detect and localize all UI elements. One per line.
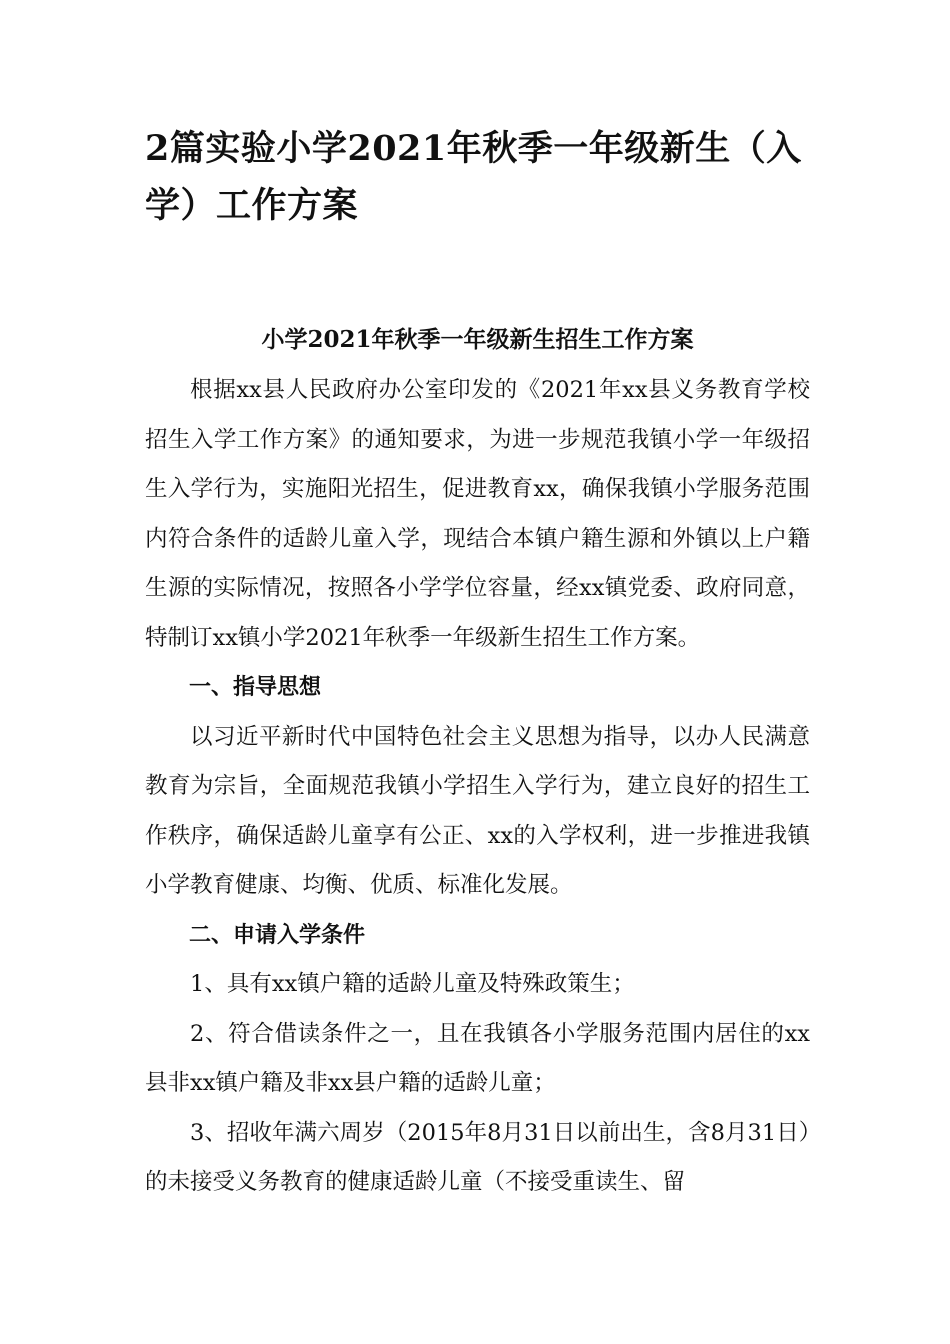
guiding-paragraph: 以习近平新时代中国特色社会主义思想为指导，以办人民满意教育为宗旨，全面规范我镇小学招生入学行为，建立良好的招生工作秩序，确保适龄儿童享有公正、xx的入学权利，进一步推进我镇小学教育健康、均衡、优质、标准化发展。	[145, 723, 810, 898]
document-title: 2篇实验小学2021年秋季一年级新生（入学）工作方案	[145, 128, 802, 226]
section-title: 小学2021年秋季一年级新生招生工作方案	[261, 326, 694, 353]
condition-item-2: 2、符合借读条件之一，且在我镇各小学服务范围内居住的xx县非xx镇户籍及非xx县户籍的适龄儿童；	[145, 1020, 810, 1096]
condition-item-3: 3、招收年满六周岁（2015年8月31日以前出生，含8月31日）的未接受义务教育的健康适龄儿童（不接受重读生、留	[145, 1119, 810, 1195]
intro-paragraph: 根据xx县人民政府办公室印发的《2021年xx县义务教育学校招生入学工作方案》的通知要求，为进一步规范我镇小学一年级招生入学行为，实施阳光招生，促进教育xx，确保我镇小学服务范围内符合条件的适龄儿童入学，现结合本镇户籍生源和外镇以上户籍生源的实际情况，按照各小学学位容量，经xx镇党委、政府同意，特制订xx镇小学2021年秋季一年级新生招生工作方案。	[145, 377, 810, 651]
condition-item-1: 1、具有xx镇户籍的适龄儿童及特殊政策生；	[190, 971, 635, 997]
heading-admission-conditions: 二、申请入学条件	[189, 921, 366, 948]
heading-guiding-thought: 一、指导思想	[189, 674, 322, 700]
